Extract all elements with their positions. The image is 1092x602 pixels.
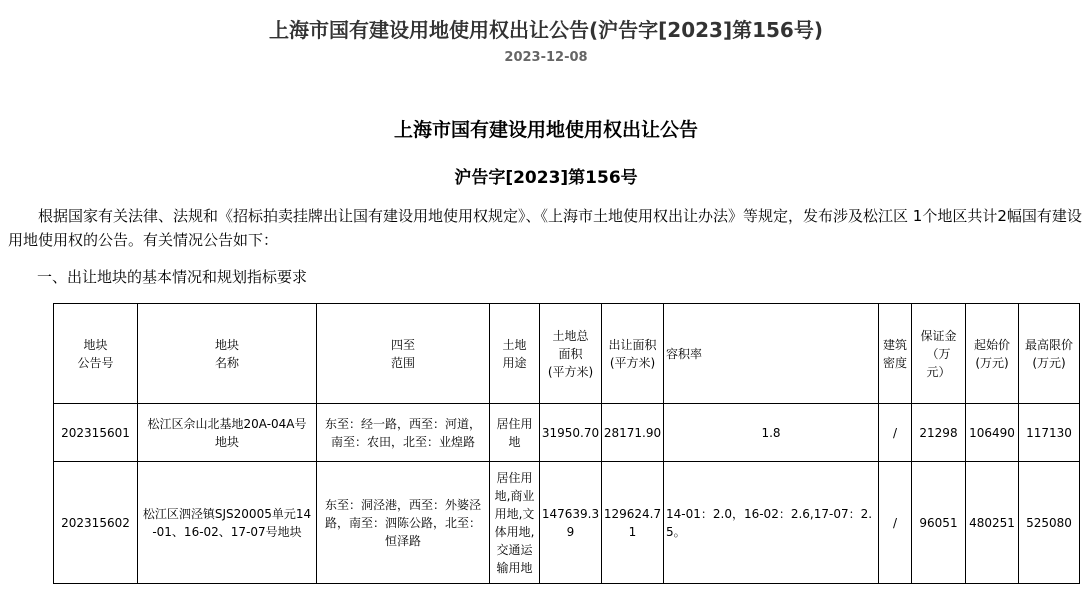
- cell-sale-area: 129624.71: [602, 462, 664, 584]
- cell-density: /: [879, 462, 912, 584]
- cell-total-area: 147639.39: [540, 462, 602, 584]
- cell-deposit: 96051: [912, 462, 966, 584]
- cell-parcel-code: 202315601: [54, 404, 138, 462]
- cell-far: 1.8: [664, 404, 879, 462]
- cell-start-price: 106490: [966, 404, 1019, 462]
- cell-deposit: 21298: [912, 404, 966, 462]
- cell-density: /: [879, 404, 912, 462]
- table-header-row: [54, 304, 1080, 404]
- notice-number: 沪告字[2023]第156号: [454, 168, 638, 188]
- cell-start-price: 480251: [966, 462, 1019, 584]
- cell-sale-area: 28171.90: [602, 404, 664, 462]
- cell-total-area: 31950.70: [540, 404, 602, 462]
- notice-title: 上海市国有建设用地使用权出让公告: [393, 119, 698, 141]
- table-row: [54, 404, 1080, 462]
- cell-parcel-name: 松江区泗泾镇SJS20005单元14-01、16-02、17-07号地块: [138, 462, 317, 584]
- header-land-use: 土地 用途: [490, 304, 540, 404]
- table-row: [54, 462, 1080, 584]
- publish-date: 2023-12-08: [504, 50, 588, 65]
- header-boundaries: 四至 范围: [317, 304, 490, 404]
- cell-boundaries: 东至：洞泾港，西至：外婆泾路，南至：泗陈公路，北至：恒泽路: [317, 462, 490, 584]
- section-heading: 一、出让地块的基本情况和规划指标要求: [37, 268, 308, 286]
- cell-parcel-name: 松江区佘山北基地20A-04A号地块: [138, 404, 317, 462]
- cell-max-price: 117130: [1019, 404, 1080, 462]
- header-parcel-name: 地块 名称: [138, 304, 317, 404]
- header-sale-area: 出让面积 (平方米): [602, 304, 664, 404]
- header-start-price: 起始价 (万元): [966, 304, 1019, 404]
- cell-boundaries: 东至：经一路，西至：河道，南至：农田，北至：业煌路: [317, 404, 490, 462]
- header-max-price: 最高限价 (万元): [1019, 304, 1080, 404]
- header-far: 容积率: [664, 304, 879, 404]
- page-title: 上海市国有建设用地使用权出让公告(沪告字[2023]第156号): [269, 18, 823, 42]
- land-parcel-table: [53, 303, 1080, 584]
- cell-land-use: 居住用地,商业用地,文体用地,交通运输用地: [490, 462, 540, 584]
- cell-max-price: 525080: [1019, 462, 1080, 584]
- cell-far: 14-01：2.0，16-02：2.6,17-07：2.5。: [664, 462, 879, 584]
- header-deposit: 保证金 （万 元）: [912, 304, 966, 404]
- header-total-area: 土地总 面积 (平方米): [540, 304, 602, 404]
- header-parcel-code: 地块 公告号: [54, 304, 138, 404]
- intro-paragraph: 根据国家有关法律、法规和《招标拍卖挂牌出让国有建设用地使用权规定》、《上海市土地使用权出让办法》等规定，发布涉及松江区 1个地区共计2幅国有建设用地使用权的公告。有关情况公告如下：: [8, 207, 1082, 249]
- cell-parcel-code: 202315602: [54, 462, 138, 584]
- header-density: 建筑 密度: [879, 304, 912, 404]
- cell-land-use: 居住用地: [490, 404, 540, 462]
